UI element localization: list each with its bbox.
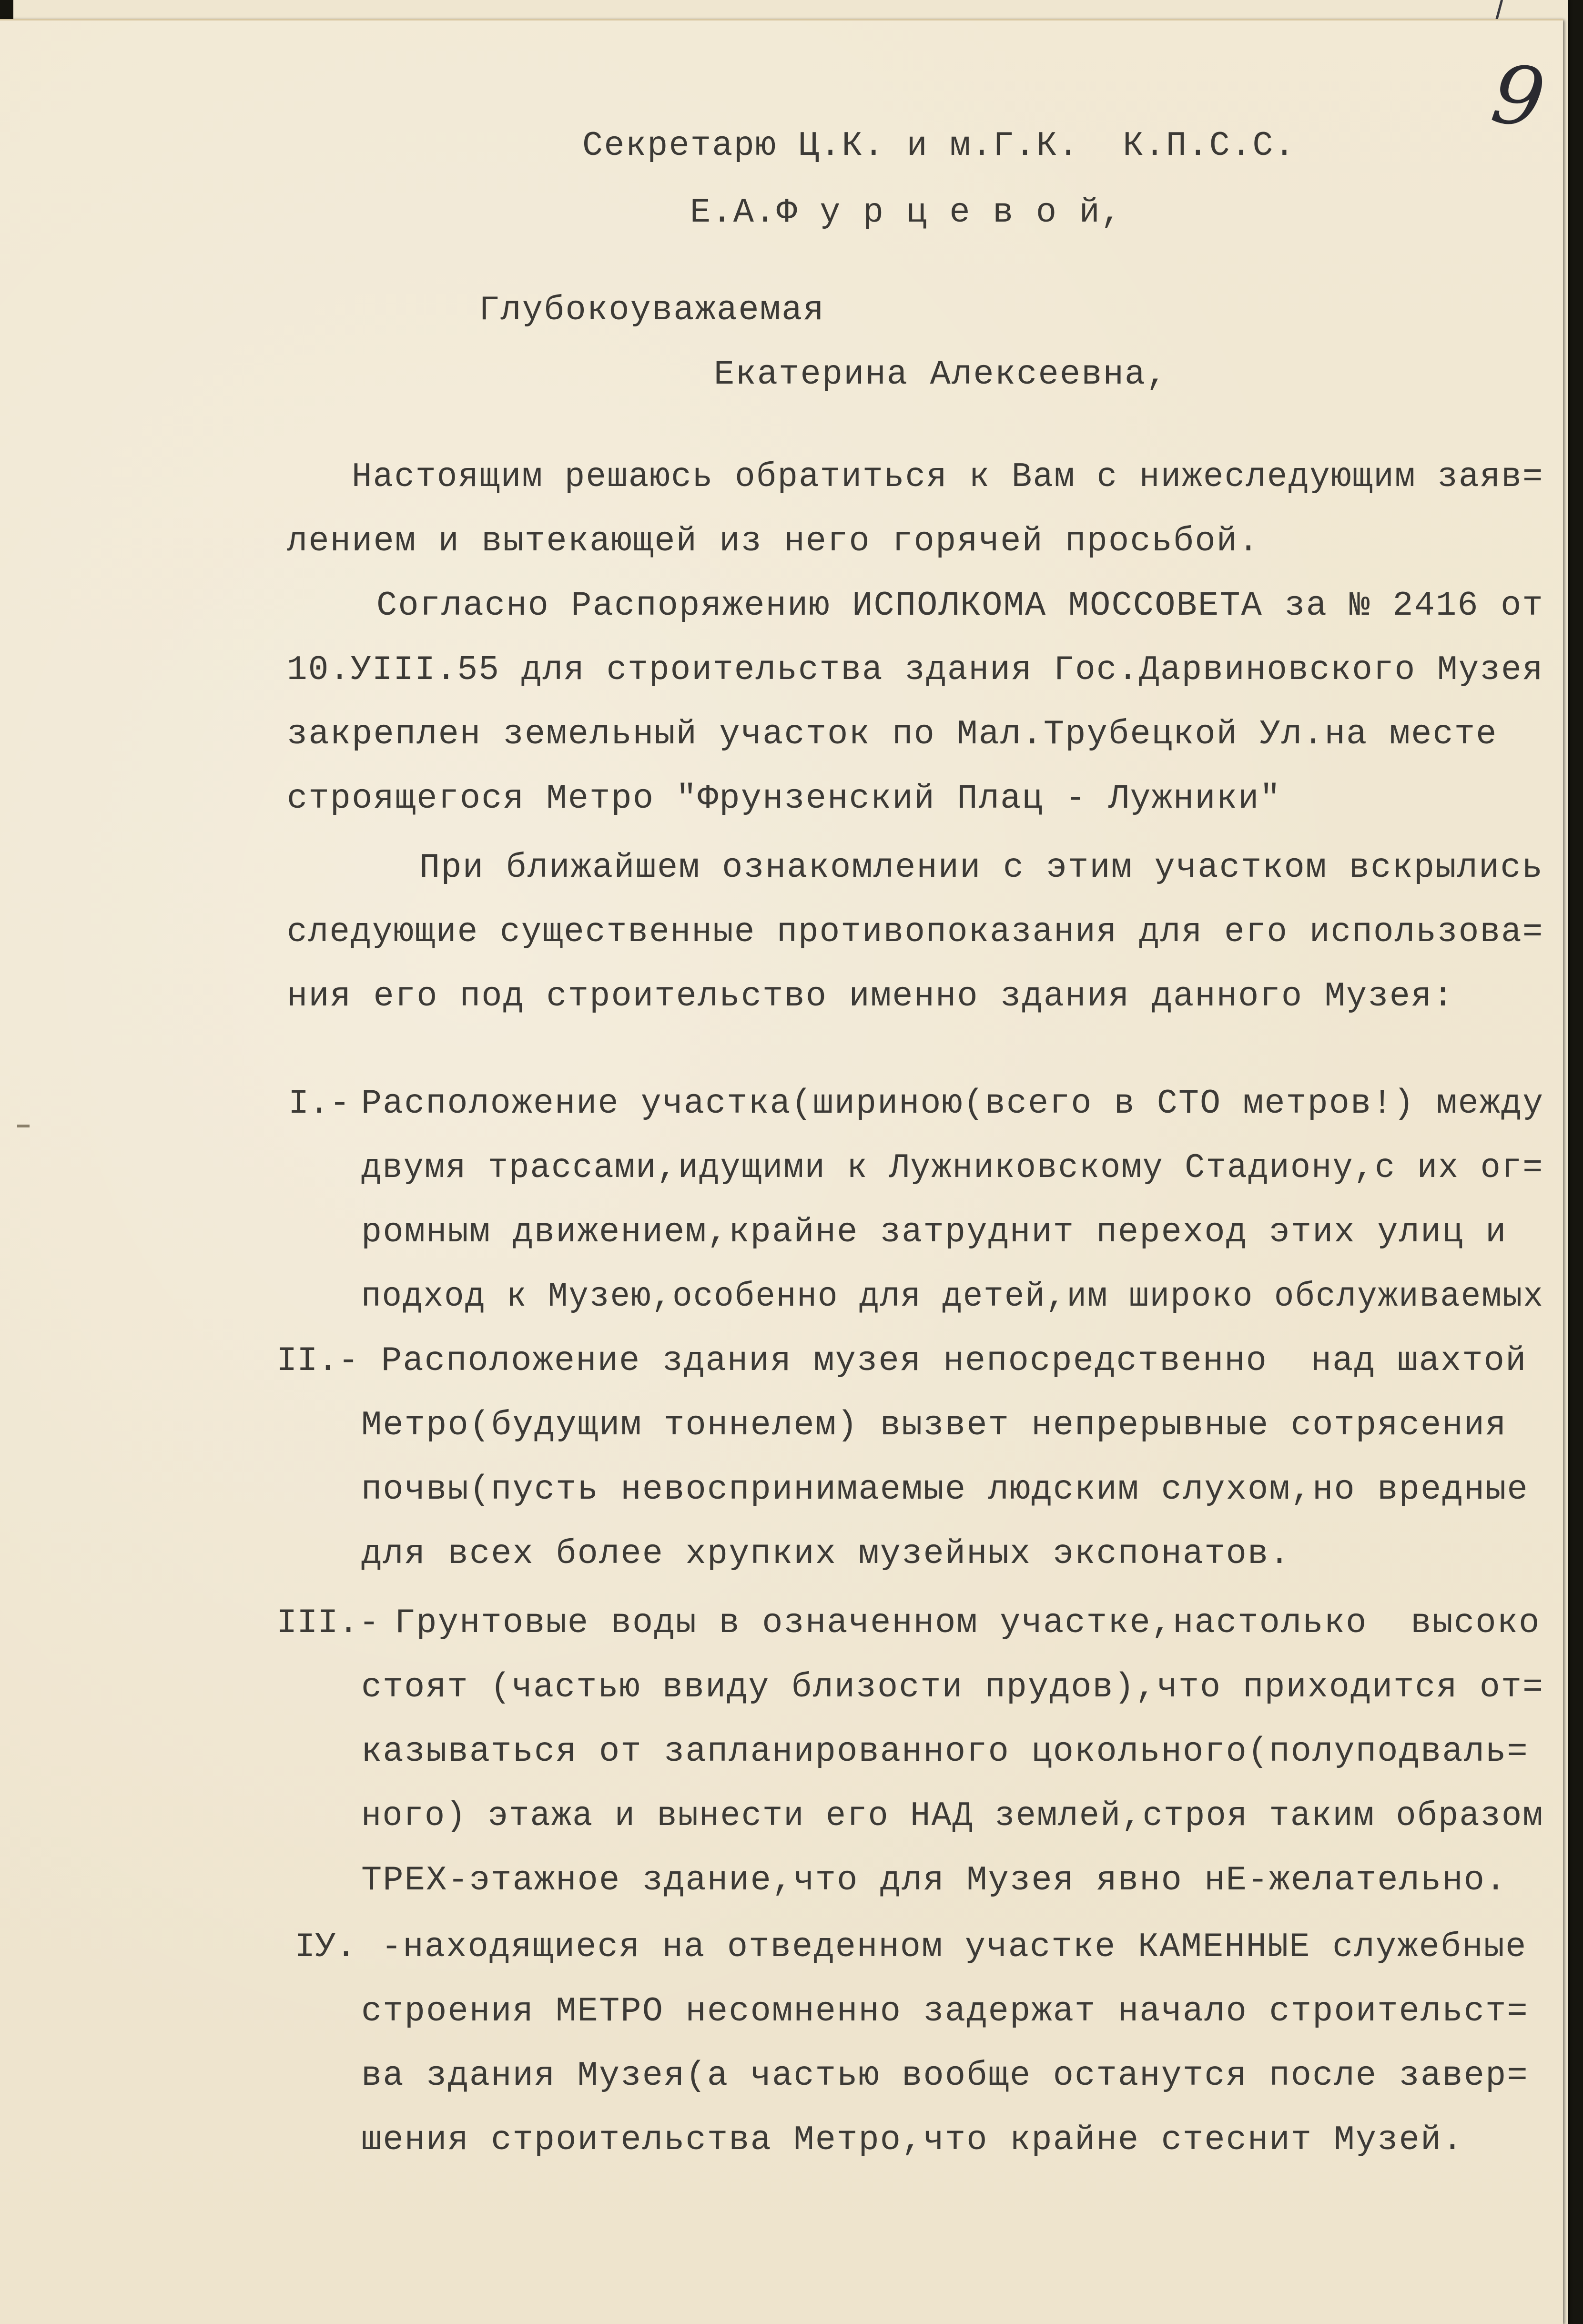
paragraph-2-line: закреплен земельный участок по Мал.Трубецкой Ул.на месте: [287, 715, 1498, 754]
item-1-line: Расположение участка(шириною(всего в СТО метров!) между: [361, 1084, 1544, 1123]
item-number: I.-: [288, 1084, 350, 1123]
handwritten-folio-number: 9: [1486, 46, 1551, 147]
paragraph-1-line: Настоящим решаюсь обратиться к Вам с нижеследующим заяв=: [352, 457, 1544, 497]
paragraph-2-line: строящегося Метро "Фрунзенский Плац - Лужники": [287, 779, 1281, 818]
item-3-line: ного) этажа и вынести его НАД землей,строя таким образом: [361, 1796, 1544, 1836]
paragraph-3-line: ния его под строительство именно здания данного Музея:: [287, 977, 1454, 1016]
page-top-edge: [0, 19, 1563, 20]
item-1-line: ромным движением,крайне затруднит переход этих улиц и: [361, 1213, 1507, 1252]
item-3-line: стоят (частью ввиду близости прудов),что приходится от=: [361, 1668, 1544, 1707]
item-3-line: Грунтовые воды в означенном участке,настолько высоко: [395, 1603, 1541, 1643]
item-2-line: Метро(будущим тоннелем) вызвет непрерывные сотрясения: [361, 1406, 1507, 1445]
salutation-line-2: Екатерина Алексеевна,: [714, 355, 1168, 394]
item-2-line: почвы(пусть невоспринимаемые людским слухом,но вредные: [361, 1470, 1529, 1509]
document-page: [0, 19, 1563, 2324]
item-4-line: шения строительства Метро,что крайне стеснит Музей.: [361, 2121, 1464, 2160]
salutation-line-1: Глубокоуважаемая: [479, 291, 825, 330]
item-4-line: строения МЕТРО несомненно задержат начало строительст=: [361, 1992, 1529, 2031]
item-number: IУ.: [294, 1928, 356, 1967]
item-number: II.-: [276, 1341, 359, 1380]
item-2-line: для всех более хрупких музейных экспонатов.: [361, 1534, 1291, 1573]
paragraph-3-line: При ближайшем ознакомлении с этим участком вскрылись: [419, 848, 1544, 887]
addressee-line: Секретарю Ц.К. и м.Г.К. К.П.С.С.: [582, 126, 1296, 165]
margin-mark: [17, 1125, 30, 1127]
paragraph-2-line: Согласно Распоряжению ИСПОЛКОМА МОССОВЕТА за № 2416 от: [376, 586, 1544, 625]
paragraph-3-line: следующие существенные противопоказания для его использова=: [287, 913, 1544, 952]
item-4-line: ва здания Музея(а частью вообще останутся после завер=: [361, 2056, 1529, 2095]
item-1-line: подход к Музею,особенно для детей,им широко обслуживаемых: [361, 1277, 1544, 1316]
paragraph-2-line: 10.УIII.55 для строительства здания Гос.Дарвиновского Музея: [287, 650, 1544, 690]
addressee-name: Е.А.Ф у р ц е в о й,: [690, 193, 1123, 232]
item-3-line: ТРЕХ-этажное здание,что для Музея явно нЕ-желательно.: [361, 1861, 1507, 1900]
paragraph-1-line: лением и вытекающей из него горячей просьбой.: [287, 522, 1260, 561]
item-4-line: -находящиеся на отведенном участке КАМЕННЫЕ служебные: [381, 1928, 1527, 1967]
item-2-line: Расположение здания музея непосредственно над шахтой: [381, 1341, 1527, 1380]
item-1-line: двумя трассами,идущими к Лужниковскому Стадиону,с их ог=: [361, 1148, 1544, 1187]
item-3-line: казываться от запланированного цокольного(полуподваль=: [361, 1732, 1529, 1771]
item-number: III.-: [276, 1603, 380, 1643]
